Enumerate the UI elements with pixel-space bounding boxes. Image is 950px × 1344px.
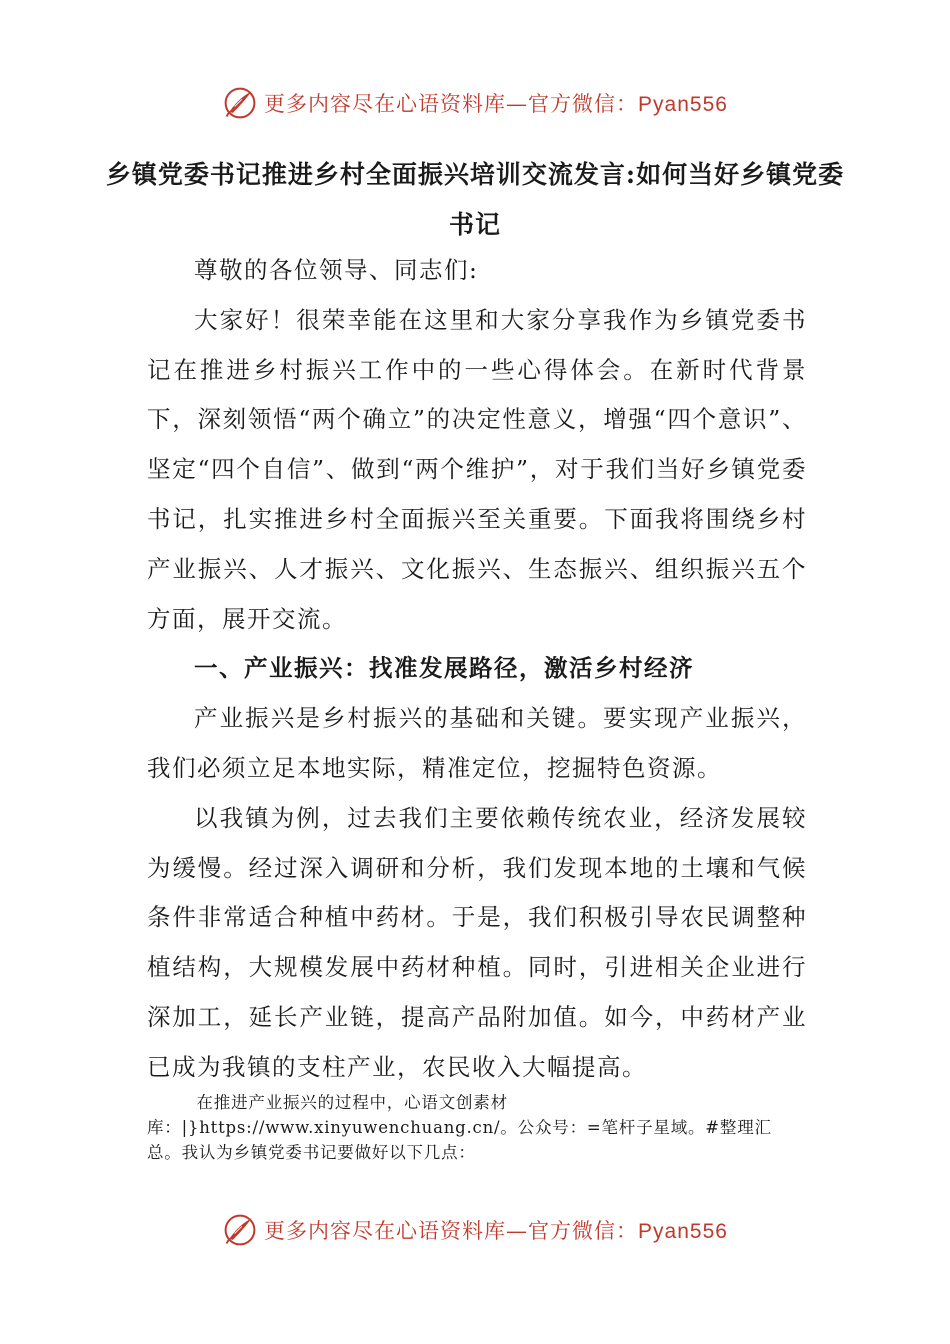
quill-pen-logo-icon xyxy=(222,1212,258,1248)
banner-separator: — xyxy=(506,1219,529,1243)
salutation: 尊敬的各位领导、同志们: xyxy=(194,256,479,284)
document-title: 乡镇党委书记推进乡村全面振兴培训交流发言:如何当好乡镇党委书记 xyxy=(105,160,845,239)
section-heading-industry: 一、产业振兴：找准发展路径，激活乡村经济 xyxy=(194,654,694,683)
banner-label: 官方微信： xyxy=(528,92,639,116)
header-banner xyxy=(0,78,950,128)
banner-slogan: 更多内容尽在心语资料库 xyxy=(264,1219,507,1243)
paragraph-industry-basis: 产业振兴是乡村振兴的基础和关键。要实现产业振兴，我们必须立足本地实际，精准定位，挖掘特色资源。 xyxy=(147,704,807,782)
footer-banner xyxy=(0,1205,950,1255)
banner-handle: Pyan556 xyxy=(638,1220,728,1243)
banner-slogan: 更多内容尽在心语资料库 xyxy=(264,92,507,116)
banner-text xyxy=(264,1215,728,1245)
intro-paragraph: 大家好！很荣幸能在这里和大家分享我作为乡镇党委书记在推进乡村振兴工作中的一些心得体会。在新时代背景下，深刻领悟“两个确立”的决定性意义，增强“四个意识”、坚定“四个自信”、做到“两个维护”，对于我们当好乡镇党委书记，扎实推进乡村全面振兴至关重要。下面我将围绕乡村产业振兴、人才振兴、文化振兴、生态振兴、组织振兴五个方面，展开交流。 xyxy=(147,305,807,633)
quill-pen-logo-icon xyxy=(222,85,258,121)
banner-text xyxy=(264,88,728,118)
banner-handle: Pyan556 xyxy=(638,93,728,116)
banner-label: 官方微信： xyxy=(528,1219,639,1243)
paragraph-key-points: 在推进产业振兴的过程中，心语文创素材库：|}https://www.xinyuwenchuang.cn/。公众号：=笔杆子星域。#整理汇总。我认为乡镇党委书记要做好以下几点： xyxy=(147,1093,772,1162)
document-body xyxy=(147,246,807,1093)
banner-separator: — xyxy=(506,92,529,116)
paragraph-town-example: 以我镇为例，过去我们主要依赖传统农业，经济发展较为缓慢。经过深入调研和分析，我们发现本地的土壤和气候条件非常适合种植中药材。于是，我们积极引导农民调整种植结构，大规模发展中药材种植。同时，引进相关企业进行深加工，延长产业链，提高产品附加值。如今，中药材产业已成为我镇的支柱产业，农民收入大幅提高。 xyxy=(147,803,807,1081)
